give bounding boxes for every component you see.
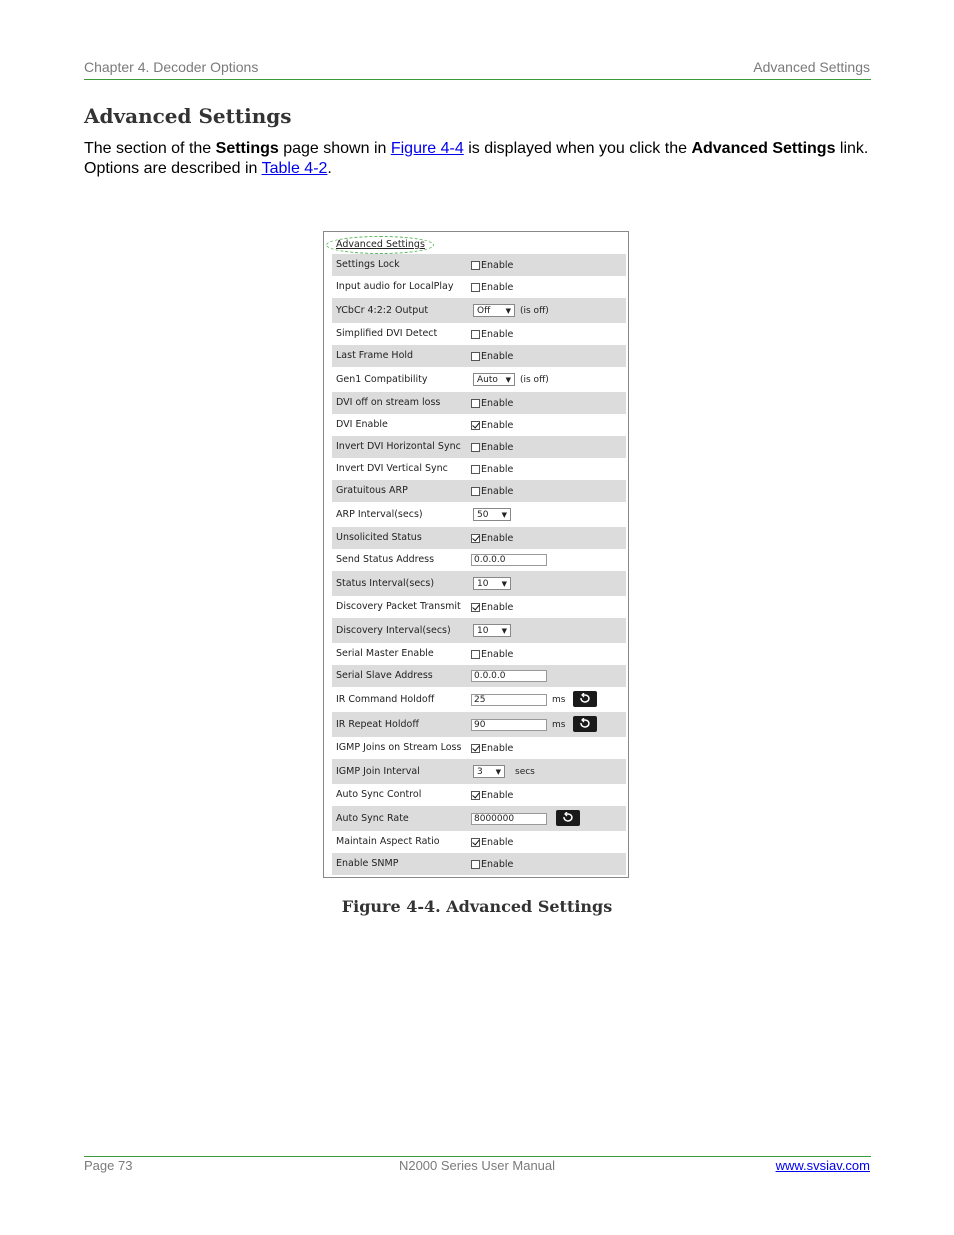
setting-row — [332, 759, 626, 784]
value-dropdown[interactable] — [473, 624, 511, 637]
checkbox-label: Enable — [481, 532, 514, 544]
setting-control — [471, 323, 513, 345]
intro-text: is displayed when you click the — [463, 140, 692, 157]
setting-control — [471, 298, 549, 323]
enable-checkbox[interactable] — [471, 838, 480, 847]
enable-checkbox[interactable] — [471, 744, 480, 753]
setting-row — [332, 323, 626, 345]
setting-label: IGMP Join Interval — [336, 765, 420, 777]
checkbox-label: Enable — [481, 441, 514, 453]
enable-checkbox[interactable] — [471, 487, 480, 496]
setting-label: Discovery Interval(secs) — [336, 624, 451, 636]
setting-row — [332, 480, 626, 502]
setting-label: Auto Sync Control — [336, 789, 422, 800]
setting-control — [471, 853, 513, 875]
value-input[interactable]: 8000000 — [471, 813, 547, 825]
intro-text: . — [327, 160, 332, 177]
setting-row — [332, 853, 626, 875]
value-input[interactable]: 0.0.0.0 — [471, 554, 547, 566]
setting-control — [471, 643, 513, 665]
enable-checkbox[interactable] — [471, 534, 480, 543]
value-input[interactable]: 0.0.0.0 — [471, 670, 547, 682]
setting-control — [471, 527, 513, 549]
checkbox-label: Enable — [481, 601, 514, 613]
header-section: Advanced Settings — [753, 59, 870, 75]
setting-control — [471, 759, 535, 784]
dropdown-value: 3 — [477, 766, 483, 777]
intro-bold-advanced: Advanced Settings — [691, 140, 836, 157]
settings-rows — [332, 254, 626, 875]
intro-text: page shown in — [278, 140, 391, 157]
checkbox-label: Enable — [481, 328, 514, 340]
setting-control — [471, 480, 513, 502]
footer-page: Page 73 — [84, 1158, 133, 1173]
header-rule — [84, 79, 871, 80]
setting-label: Last Frame Hold — [336, 350, 414, 361]
setting-row — [332, 298, 626, 323]
setting-label: Gen1 Compatibility — [336, 373, 428, 385]
enable-checkbox[interactable] — [471, 791, 480, 800]
setting-label: Serial Slave Address — [336, 670, 433, 681]
enable-checkbox[interactable] — [471, 603, 480, 612]
apply-button[interactable] — [573, 716, 597, 732]
dropdown-value: 10 — [477, 625, 489, 636]
chevron-down-icon: ▼ — [495, 767, 501, 776]
refresh-icon — [561, 812, 575, 824]
setting-row — [332, 254, 626, 276]
setting-label: Status Interval(secs) — [336, 577, 435, 589]
chevron-down-icon: ▼ — [505, 306, 511, 315]
setting-row — [332, 414, 626, 436]
setting-row — [332, 596, 626, 618]
unit-label: ms — [552, 694, 566, 705]
setting-control — [471, 665, 547, 687]
checkbox-label: Enable — [481, 419, 514, 431]
setting-control — [471, 345, 513, 367]
intro-paragraph — [84, 139, 874, 179]
unit-label: secs — [515, 766, 535, 777]
setting-control — [471, 712, 565, 737]
section-title: Advanced Settings — [84, 104, 292, 128]
footer-website-link[interactable]: www.svsiav.com — [775, 1158, 870, 1173]
figure-caption: Figure 4-4. Advanced Settings — [341, 897, 613, 916]
setting-row — [332, 618, 626, 643]
checkbox-label: Enable — [481, 397, 514, 409]
setting-label: Gratuitous ARP — [336, 485, 408, 496]
setting-label: Invert DVI Vertical Sync — [336, 463, 448, 474]
refresh-icon — [578, 693, 592, 705]
intro-text: The section of the — [84, 140, 216, 157]
setting-label: YCbCr 4:2:2 Output — [336, 304, 429, 316]
status-note: (is off) — [520, 374, 549, 385]
checkbox-label: Enable — [481, 789, 514, 801]
header-chapter: Chapter 4. Decoder Options — [84, 59, 259, 75]
setting-row — [332, 687, 626, 712]
setting-row — [332, 276, 626, 298]
apply-button[interactable] — [573, 691, 597, 707]
value-dropdown[interactable] — [473, 373, 515, 386]
setting-label: ARP Interval(secs) — [336, 508, 423, 520]
setting-row — [332, 367, 626, 392]
setting-control — [471, 254, 513, 276]
chevron-down-icon: ▼ — [501, 579, 507, 588]
checkbox-label: Enable — [481, 836, 514, 848]
figure-link[interactable]: Figure 4-4 — [390, 140, 464, 157]
unit-label: ms — [552, 719, 566, 730]
dropdown-value: 10 — [477, 578, 489, 589]
setting-label: Serial Master Enable — [336, 648, 434, 659]
enable-checkbox[interactable] — [471, 399, 480, 408]
setting-control — [471, 458, 513, 480]
checkbox-label: Enable — [481, 485, 514, 497]
setting-control — [471, 276, 513, 298]
enable-checkbox[interactable] — [471, 443, 480, 452]
setting-label: Discovery Packet Transmit — [336, 601, 461, 612]
value-input[interactable]: 25 — [471, 694, 547, 706]
dropdown-value: Auto — [477, 374, 498, 385]
setting-label: Auto Sync Rate — [336, 812, 409, 824]
setting-control — [471, 596, 513, 618]
setting-control — [471, 502, 511, 527]
setting-label: Settings Lock — [336, 259, 400, 270]
setting-row — [332, 549, 626, 571]
setting-control — [471, 618, 511, 643]
setting-control — [471, 367, 549, 392]
setting-row — [332, 784, 626, 806]
setting-row — [332, 571, 626, 596]
setting-control — [471, 571, 511, 596]
footer-manual: N2000 Series User Manual — [398, 1158, 556, 1173]
setting-row — [332, 806, 626, 831]
setting-label: Send Status Address — [336, 554, 435, 565]
setting-label: Input audio for LocalPlay — [336, 281, 454, 292]
value-dropdown[interactable] — [473, 304, 515, 317]
checkbox-label: Enable — [481, 259, 514, 271]
checkbox-label: Enable — [481, 742, 514, 754]
apply-button[interactable] — [556, 810, 580, 826]
setting-label: DVI off on stream loss — [336, 397, 441, 408]
setting-control — [471, 687, 565, 712]
setting-control — [471, 549, 547, 571]
dropdown-value: Off — [477, 305, 491, 316]
setting-row — [332, 737, 626, 759]
checkbox-label: Enable — [481, 463, 514, 475]
refresh-icon — [578, 718, 592, 730]
checkbox-label: Enable — [481, 350, 514, 362]
setting-control — [471, 784, 513, 806]
checkbox-label: Enable — [481, 858, 514, 870]
intro-bold-settings: Settings — [215, 140, 279, 157]
chevron-down-icon: ▼ — [505, 375, 511, 384]
setting-row — [332, 392, 626, 414]
setting-label: Enable SNMP — [336, 858, 399, 869]
setting-label: DVI Enable — [336, 419, 388, 430]
setting-control — [471, 414, 513, 436]
value-dropdown[interactable] — [473, 508, 511, 521]
setting-control — [471, 806, 547, 831]
checkbox-label: Enable — [481, 648, 514, 660]
setting-control — [471, 436, 513, 458]
setting-row — [332, 831, 626, 853]
enable-checkbox[interactable] — [471, 352, 480, 361]
footer-rule — [84, 1156, 871, 1157]
enable-checkbox[interactable] — [471, 650, 480, 659]
status-note: (is off) — [520, 305, 549, 316]
chevron-down-icon: ▼ — [501, 510, 507, 519]
value-dropdown[interactable] — [473, 765, 505, 778]
enable-checkbox[interactable] — [471, 421, 480, 430]
panel-title-link[interactable]: Advanced Settings — [336, 239, 425, 250]
setting-control — [471, 831, 513, 853]
intro-text: link. Options are described in — [84, 140, 869, 177]
enable-checkbox[interactable] — [471, 465, 480, 474]
setting-row — [332, 345, 626, 367]
setting-control — [471, 737, 513, 759]
setting-row — [332, 436, 626, 458]
setting-row — [332, 458, 626, 480]
value-input[interactable]: 90 — [471, 719, 547, 731]
advanced-settings-panel — [323, 231, 629, 878]
enable-checkbox[interactable] — [471, 330, 480, 339]
setting-row — [332, 712, 626, 737]
setting-row — [332, 665, 626, 687]
setting-control — [471, 392, 513, 414]
value-dropdown[interactable] — [473, 577, 511, 590]
setting-row — [332, 643, 626, 665]
enable-checkbox[interactable] — [471, 261, 480, 270]
setting-label: Simplified DVI Detect — [336, 328, 438, 339]
enable-checkbox[interactable] — [471, 283, 480, 292]
setting-label: IGMP Joins on Stream Loss — [336, 742, 462, 753]
enable-checkbox[interactable] — [471, 860, 480, 869]
dropdown-value: 50 — [477, 509, 489, 520]
setting-row — [332, 502, 626, 527]
setting-row — [332, 527, 626, 549]
setting-label: Invert DVI Horizontal Sync — [336, 441, 461, 452]
setting-label: IR Command Holdoff — [336, 693, 435, 705]
setting-label: IR Repeat Holdoff — [336, 718, 419, 730]
table-link[interactable]: Table 4-2 — [261, 160, 328, 177]
chevron-down-icon: ▼ — [501, 626, 507, 635]
setting-label: Unsolicited Status — [336, 532, 422, 543]
setting-label: Maintain Aspect Ratio — [336, 836, 440, 847]
checkbox-label: Enable — [481, 281, 514, 293]
